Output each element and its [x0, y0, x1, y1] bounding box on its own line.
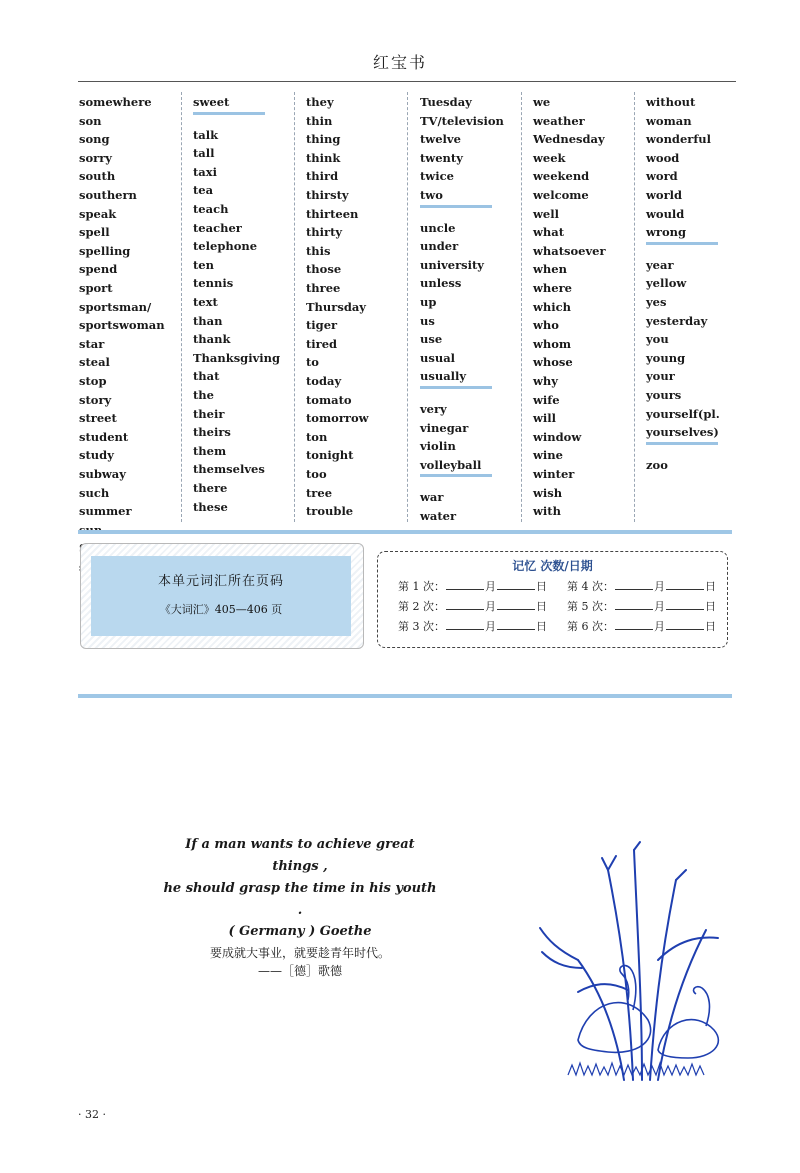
month-blank[interactable]	[446, 619, 484, 630]
word-column	[306, 92, 416, 528]
vocabulary-word: trouble	[306, 504, 354, 519]
quote-line-2: he should grasp the time in his youth .	[163, 881, 437, 918]
vocabulary-word: teach	[193, 202, 229, 216]
vocabulary-word: telephone	[193, 239, 258, 254]
vocabulary-word: tea	[193, 183, 214, 198]
vocabulary-word: southern	[79, 188, 137, 202]
vocabulary-word: wrong	[646, 225, 687, 240]
day-blank[interactable]	[497, 579, 535, 590]
vocabulary-word: word	[646, 169, 678, 184]
vocabulary-word: tired	[306, 336, 338, 351]
vocabulary-word: ten	[193, 257, 214, 272]
vocabulary-word: tomato	[306, 392, 352, 407]
page-number: · 32 ·	[78, 1108, 106, 1121]
vocabulary-word: well	[533, 206, 559, 221]
day-blank[interactable]	[666, 579, 704, 590]
vocabulary-word: which	[533, 299, 571, 314]
day-label: 日	[705, 600, 716, 613]
vocabulary-word: woman	[646, 113, 692, 128]
section-divider-bottom	[78, 694, 732, 698]
header-title: 红宝书	[372, 53, 427, 72]
vocabulary-word: wine	[533, 448, 563, 463]
vocabulary-word: too	[306, 467, 327, 481]
vocabulary-word: sport	[79, 281, 113, 295]
vocabulary-word: year	[646, 257, 674, 272]
vocabulary-word: spend	[79, 262, 118, 277]
vocabulary-word: think	[306, 150, 341, 165]
memory-entry-label: 第 4 次：	[567, 580, 614, 593]
vocabulary-word: text	[193, 295, 218, 309]
vocabulary-word: would	[646, 206, 685, 221]
vocabulary-word: this	[306, 243, 331, 258]
vocabulary-word: study	[79, 448, 114, 463]
vocabulary-word: wife	[533, 392, 560, 407]
vocabulary-word: Thursday	[306, 299, 366, 314]
vocabulary-word: yellow	[646, 276, 687, 291]
word-column	[420, 92, 530, 528]
vocabulary-word: winter	[533, 467, 575, 481]
day-blank[interactable]	[497, 599, 535, 610]
vocabulary-word: whom	[533, 336, 572, 351]
memory-entry	[398, 618, 547, 634]
vocabulary-word: teacher	[193, 220, 242, 235]
vocabulary-word: volleyball	[420, 457, 482, 472]
memory-entry	[567, 618, 716, 634]
month-label: 月	[485, 580, 496, 593]
memory-entry	[567, 578, 716, 594]
vocabulary-word: tonight	[306, 448, 354, 463]
vocabulary-word: spell	[79, 225, 110, 240]
vocabulary-word: wish	[533, 485, 563, 500]
vocabulary-word: tiger	[306, 318, 338, 333]
month-label: 月	[485, 600, 496, 613]
vocabulary-word: twice	[420, 169, 454, 184]
cranes-reeds-illustration	[538, 840, 738, 1090]
month-label: 月	[654, 620, 665, 633]
month-label: 月	[485, 620, 496, 633]
letter-group-separator	[420, 386, 492, 389]
vocabulary-word: yourself(pl.	[646, 406, 720, 421]
vocabulary-word: song	[79, 132, 110, 147]
vocabulary-word: stop	[79, 374, 107, 388]
vocabulary-word: tall	[193, 146, 215, 161]
vocabulary-word: very	[420, 402, 447, 416]
vocabulary-word: them	[193, 443, 227, 458]
memory-entry-label: 第 1 次：	[398, 580, 445, 593]
vocabulary-word: street	[79, 411, 117, 426]
vocabulary-word: world	[646, 188, 683, 202]
vocabulary-word: Thanksgiving	[193, 350, 281, 365]
vocabulary-word: tennis	[193, 276, 234, 291]
vocabulary-word: welcome	[533, 188, 589, 202]
vocabulary-word: they	[306, 95, 334, 109]
vocabulary-word: whose	[533, 355, 573, 370]
vocabulary-word: yes	[646, 295, 667, 309]
memory-entry	[567, 598, 716, 614]
vocabulary-word: south	[79, 169, 116, 184]
word-column	[646, 92, 756, 528]
vocabulary-word: weekend	[533, 169, 590, 184]
vocabulary-word: with	[533, 504, 561, 519]
vocabulary-word: three	[306, 281, 341, 295]
letter-group-separator	[420, 474, 492, 477]
memory-entry-label: 第 6 次：	[567, 620, 614, 633]
vocabulary-word: Tuesday	[420, 95, 472, 109]
vocabulary-word: than	[193, 313, 223, 328]
quote-line-1: If a man wants to achieve great things ,	[185, 837, 415, 874]
vocabulary-word: young	[646, 350, 686, 365]
vocabulary-word: themselves	[193, 462, 265, 477]
day-label: 日	[536, 620, 547, 633]
letter-group-separator	[646, 442, 718, 445]
vocabulary-word: yours	[646, 388, 682, 402]
vocabulary-word: twelve	[420, 132, 461, 147]
vocabulary-word: university	[420, 257, 484, 272]
memory-title: 记忆 次数/日期	[512, 559, 593, 573]
section-divider-top	[78, 530, 732, 534]
vocabulary-word: usually	[420, 369, 467, 384]
reference-pages: 《大词汇》405—406 页	[159, 603, 283, 616]
vocabulary-word: your	[646, 369, 675, 384]
reference-box	[80, 543, 364, 649]
vocabulary-word: yourselves)	[646, 425, 719, 440]
vocabulary-word: those	[306, 262, 342, 277]
memory-record-box	[377, 551, 728, 648]
memory-entry	[398, 578, 547, 594]
vocabulary-word: use	[420, 332, 443, 347]
vocabulary-word: unless	[420, 276, 462, 291]
vocabulary-word: thirty	[306, 225, 343, 240]
vocabulary-columns	[0, 92, 800, 528]
month-blank[interactable]	[446, 579, 484, 590]
vocabulary-word: somewhere	[79, 95, 152, 109]
vocabulary-word: violin	[420, 439, 456, 454]
vocabulary-word: tree	[306, 485, 333, 500]
vocabulary-word: son	[79, 113, 102, 128]
vocabulary-word: spelling	[79, 243, 131, 258]
reference-title: 本单元词汇所在页码	[157, 574, 284, 589]
vocabulary-word: star	[79, 336, 105, 351]
vocabulary-word: vinegar	[420, 420, 469, 435]
memory-entry-label: 第 2 次：	[398, 600, 445, 613]
word-column	[79, 92, 189, 528]
vocabulary-word: student	[79, 429, 129, 444]
vocabulary-word: wood	[646, 150, 680, 165]
vocabulary-word: today	[306, 374, 342, 388]
vocabulary-word: week	[533, 150, 566, 165]
day-blank[interactable]	[666, 599, 704, 610]
vocabulary-word: usual	[420, 350, 456, 365]
vocabulary-word: ton	[306, 429, 328, 444]
vocabulary-word: weather	[533, 113, 585, 128]
vocabulary-word: such	[79, 485, 110, 500]
vocabulary-word: thing	[306, 132, 341, 147]
vocabulary-word: when	[533, 262, 567, 277]
vocabulary-word: story	[79, 392, 112, 407]
vocabulary-word: speak	[79, 206, 117, 221]
vocabulary-word: up	[420, 295, 437, 309]
day-label: 日	[705, 620, 716, 633]
vocabulary-word: their	[193, 406, 225, 421]
vocabulary-word: we	[533, 95, 551, 109]
quote-author-cn: ——［德］歌德	[257, 964, 342, 978]
vocabulary-word: us	[420, 313, 435, 328]
word-column	[193, 92, 303, 528]
vocabulary-word: steal	[79, 355, 110, 370]
vocabulary-word: thirteen	[306, 206, 359, 221]
vocabulary-word: under	[420, 239, 459, 254]
vocabulary-word: where	[533, 281, 572, 295]
day-label: 日	[536, 580, 547, 593]
vocabulary-word: talk	[193, 127, 219, 142]
vocabulary-word: war	[420, 490, 444, 505]
vocabulary-word: wonderful	[646, 132, 712, 147]
day-blank[interactable]	[497, 619, 535, 630]
vocabulary-word: will	[533, 411, 557, 426]
vocabulary-word: the	[193, 388, 214, 402]
vocabulary-word: sportswoman	[79, 318, 165, 333]
vocabulary-word: theirs	[193, 425, 231, 440]
vocabulary-word: uncle	[420, 220, 456, 235]
vocabulary-word: twenty	[420, 150, 463, 165]
vocabulary-word: taxi	[193, 164, 217, 179]
vocabulary-word: that	[193, 369, 220, 384]
vocabulary-word: two	[420, 188, 443, 202]
vocabulary-word: without	[646, 95, 696, 109]
vocabulary-word: sportsman/	[79, 299, 152, 314]
vocabulary-word: why	[533, 374, 558, 388]
memory-entry	[398, 598, 547, 614]
vocabulary-word: water	[420, 509, 457, 523]
month-blank[interactable]	[446, 599, 484, 610]
vocabulary-word: summer	[79, 504, 132, 519]
month-label: 月	[654, 580, 665, 593]
month-blank[interactable]	[615, 619, 653, 630]
vocabulary-word: to	[306, 355, 319, 370]
vocabulary-word: thank	[193, 332, 231, 347]
memory-entry-label: 第 5 次：	[567, 600, 614, 613]
vocabulary-word: what	[533, 225, 565, 240]
vocabulary-word: Wednesday	[533, 132, 605, 147]
day-label: 日	[536, 600, 547, 613]
vocabulary-word: sweet	[193, 95, 230, 109]
word-column	[533, 92, 643, 528]
vocabulary-word: subway	[79, 467, 126, 481]
quote-author-en: ( Germany ) Goethe	[228, 924, 372, 939]
vocabulary-word: thirsty	[306, 188, 349, 202]
letter-group-separator	[420, 205, 492, 208]
vocabulary-word: third	[306, 169, 339, 184]
vocabulary-word: sorry	[79, 150, 112, 165]
vocabulary-word: TV/television	[420, 113, 504, 128]
letter-group-separator	[193, 112, 265, 115]
vocabulary-word: who	[533, 318, 559, 333]
quote-chinese: 要成就大事业，就要趁青年时代。	[209, 946, 390, 960]
vocabulary-word: you	[646, 332, 669, 347]
vocabulary-word: yesterday	[646, 313, 708, 328]
letter-group-separator	[646, 242, 718, 245]
memory-entry-label: 第 3 次：	[398, 620, 445, 633]
vocabulary-word: whatsoever	[533, 243, 606, 258]
quote-block	[160, 834, 440, 980]
month-label: 月	[654, 600, 665, 613]
vocabulary-word: thin	[306, 113, 333, 128]
month-blank[interactable]	[615, 599, 653, 610]
reference-panel	[91, 556, 351, 636]
month-blank[interactable]	[615, 579, 653, 590]
header-rule	[78, 81, 736, 82]
vocabulary-word: there	[193, 481, 228, 495]
vocabulary-word: zoo	[646, 457, 668, 472]
vocabulary-word: window	[533, 429, 582, 444]
day-label: 日	[705, 580, 716, 593]
day-blank[interactable]	[666, 619, 704, 630]
vocabulary-word: these	[193, 499, 228, 514]
vocabulary-word: tomorrow	[306, 411, 369, 426]
